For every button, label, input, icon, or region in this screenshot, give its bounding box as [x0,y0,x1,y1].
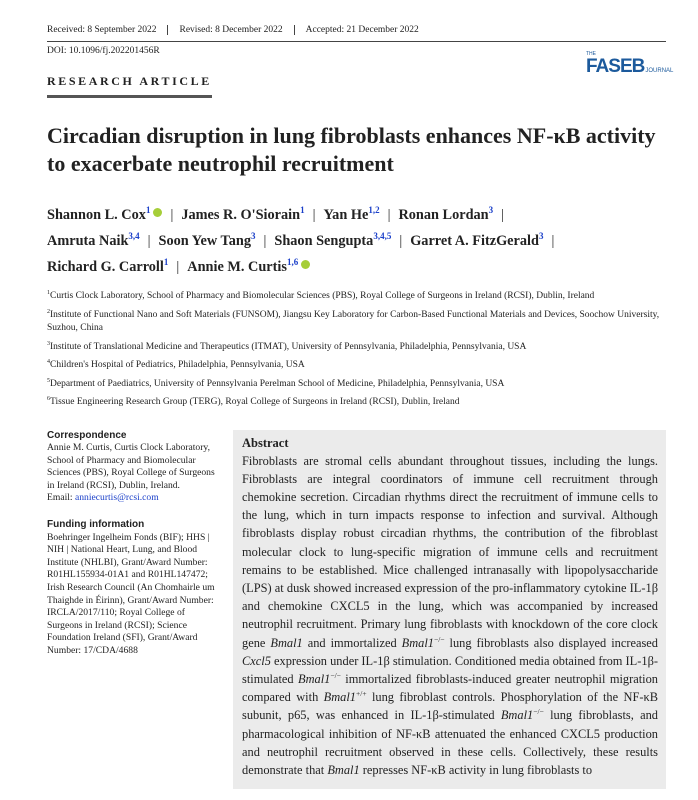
gene-name: Bmal1 [401,635,434,650]
author-name[interactable]: James R. O'Siorain [181,207,301,223]
author-list [47,202,672,280]
author-affiliation-ref[interactable]: 1 [145,205,151,216]
author [187,259,310,275]
affiliation-number: 4 [47,358,50,365]
author [47,233,140,249]
author-affiliation-ref[interactable]: 1,6 [286,257,299,268]
author-affiliation-ref[interactable]: 3,4 [128,231,140,242]
orcid-icon[interactable] [301,260,310,269]
author-affiliation-ref[interactable]: 3 [488,205,494,216]
orcid-icon[interactable] [153,208,162,217]
article-body [47,122,672,789]
abstract-segment: Fibroblasts are stromal cells abundant throughout tissues, including the lungs. Fibroblasts are integral coordinators of immune cell recruitment through chemokine secretion. Circadian rhythms direct the recruitment of immune cells to the lung, which in turn impacts response to infection and survival. Although fibroblasts display robust circadian rhythms, the contribution of the fibroblast molecular clock to lung-specific migration of immune cells and recruitment remains to be established. Mice challenged intranasally with lipopolysaccharide (LPS) at dusk showed increased expression of the pro-inflammatory cytokine IL-1β and chemokine CXCL5 in the lung, which was accompanied by increased neutrophil recruitment. Primary lung fibroblasts with knockdown of the core clock gene [242,453,658,650]
affiliation-text: Department of Paediatrics, University of Pennsylvania Perelman School of Medicine, Philadelphia, Pennsylvania, USA [50,378,505,389]
affiliation-number: 5 [47,377,50,384]
email-link[interactable]: anniecurtis@rcsi.com [74,492,159,504]
author-separator: | [312,207,316,223]
superscript: −/− [533,707,544,717]
faseb-journal-logo [586,52,673,76]
author [181,207,304,223]
affiliation [47,378,672,392]
author [47,207,162,223]
sidebar-info [47,430,219,658]
author-name[interactable]: Soon Yew Tang [158,233,251,249]
author-separator: | [387,207,391,223]
doi[interactable]: DOI: 10.1096/fj.202201456R [47,46,160,56]
logo-suffix: JOURNAL [645,68,674,74]
affiliation-text: Tissue Engineering Research Group (TERG), Royal College of Surgeons in Ireland (RCSI), Dublin, Ireland [50,397,460,407]
gene-name: Bmal1 [298,671,331,686]
abstract-segment: immortalized fibroblasts-induced greater neutrophil migration compared with [242,671,658,705]
author-separator: | [501,207,505,223]
affiliation [47,396,672,410]
author [159,233,256,249]
affiliation-text: Children's Hospital of Pediatrics, Philadelphia, Pennsylvania, USA [50,360,305,370]
abstract-segment: expression under IL-1β stimulation. Conditioned media obtained from IL-1β-stimulated [242,653,658,686]
superscript: −/− [433,634,445,644]
author [323,207,379,223]
gene-name: Cxcl5 [242,653,271,668]
revised-date: Revised: 8 December 2022 [167,25,293,35]
gene-name: Bmal1 [500,708,534,723]
author-affiliation-ref[interactable]: 1 [163,257,169,268]
superscript: +/+ [356,689,367,699]
author-name[interactable]: Ronan Lordan [398,207,489,223]
superscript: −/− [330,670,341,680]
abstract-segment: represses NF-κB activity in lung fibroblasts to [359,762,593,777]
gene-name: Bmal1 [327,762,360,777]
affiliation-number: 6 [47,395,50,402]
author-name[interactable]: Garret A. FitzGerald [410,233,539,249]
author-affiliation-ref[interactable]: 3 [251,231,256,242]
abstract-text [242,452,658,780]
author-separator: | [147,233,151,249]
affiliation-number: 1 [47,289,50,296]
author-name[interactable]: Annie M. Curtis [187,259,287,275]
abstract-segment: and immortalized [302,635,402,650]
author [398,207,493,223]
abstract-heading: Abstract [242,435,289,450]
abstract-segment: lung fibroblasts also displayed increased [444,635,658,650]
gene-name: Bmal1 [323,690,357,705]
affiliation [47,290,672,304]
received-date: Received: 8 September 2022 [47,25,157,35]
abstract-box [233,430,666,790]
author-name[interactable]: Shaon Sengupta [274,233,374,249]
author-affiliation-ref[interactable]: 1 [300,205,305,216]
logo-name: FASEB [586,56,645,77]
author-separator: | [399,233,403,249]
author [47,259,168,275]
email-line [47,492,219,505]
author-name[interactable]: Yan He [323,207,369,223]
affiliation [47,359,672,373]
affiliations [47,290,672,410]
funding-heading: Funding information [47,519,145,531]
affiliation [47,341,672,355]
author-name[interactable]: Richard G. Carroll [47,259,164,275]
affiliation-text: Institute of Functional Nano and Soft Materials (FUNSOM), Jiangsu Key Laboratory for Carbon-Based Functional Materials and Devices, Soochow University, Suzhou, China [47,309,660,333]
logo-the: THE [586,51,596,57]
abstract-segment: lung fibroblasts, and pharmacological inhibition of NF-κB attenuated the enhanced CXCL5 production and neutrophil recruitment observed in these cells. Collectively, these results demonstrate that [242,708,659,777]
author-affiliation-ref[interactable]: 3,4,5 [373,231,392,242]
affiliation-text: Institute of Translational Medicine and Therapeutics (ITMAT), University of Pennsylvania, Philadelphia, Pennsylvania, USA [50,341,527,352]
section-label: RESEARCH ARTICLE [47,74,212,98]
accepted-date: Accepted: 21 December 2022 [294,25,430,35]
author-affiliation-ref[interactable]: 3 [538,231,544,242]
funding-text: Boehringer Ingelheim Fonds (BIF); HHS | NIH | National Heart, Lung, and Blood Institute (NHLBI), Grant/Award Number: R01HL155934-01A1 and R01HL147472; Irish Research Council (An Chomhairle um Thaighde in Éirinn), Grant/Award Number: IRCLA/2017/110; Royal College of Surgeons in Ireland (RCSI); Science Foundation Ireland (SFI), Grant/Award Number: 17/CDA/4688 [47,531,215,656]
correspondence-text: Annie M. Curtis, Curtis Clock Laboratory, School of Pharmacy and Biomolecular Sciences (PBS), Royal College of Surgeons in Ireland (RCSI), Dublin, Ireland. [47,442,215,491]
affiliation-number: 2 [47,308,50,315]
two-column-area [47,430,672,790]
author-name[interactable]: Shannon L. Cox [47,207,146,223]
affiliation-number: 3 [47,340,50,347]
logo-wordmark [586,57,673,76]
article-title: Circadian disruption in lung fibroblasts enhances NF-κB activity to exacerbate neutrophil recruitment [47,123,656,176]
affiliation [47,309,672,336]
author [410,233,543,249]
affiliation-text: Curtis Clock Laboratory, School of Pharmacy and Biomolecular Sciences (PBS), Royal College of Surgeons in Ireland (RCSI), Dublin, Ireland [50,291,595,301]
author-separator: | [176,259,180,275]
email-label: Email: [47,492,75,504]
author-separator: | [170,207,174,223]
author-name[interactable]: Amruta Naik [47,233,129,249]
article-dates [47,25,666,42]
author-separator: | [551,233,555,249]
correspondence-heading: Correspondence [47,429,127,441]
author-separator: | [263,233,267,249]
abstract-segment: lung fibroblast controls. Phosphorylation of the NF-κB subunit, p65, was enhanced in IL-1β-stimulated [242,690,658,723]
author-affiliation-ref[interactable]: 1,2 [368,205,380,216]
author [274,233,391,249]
gene-name: Bmal1 [270,635,303,650]
